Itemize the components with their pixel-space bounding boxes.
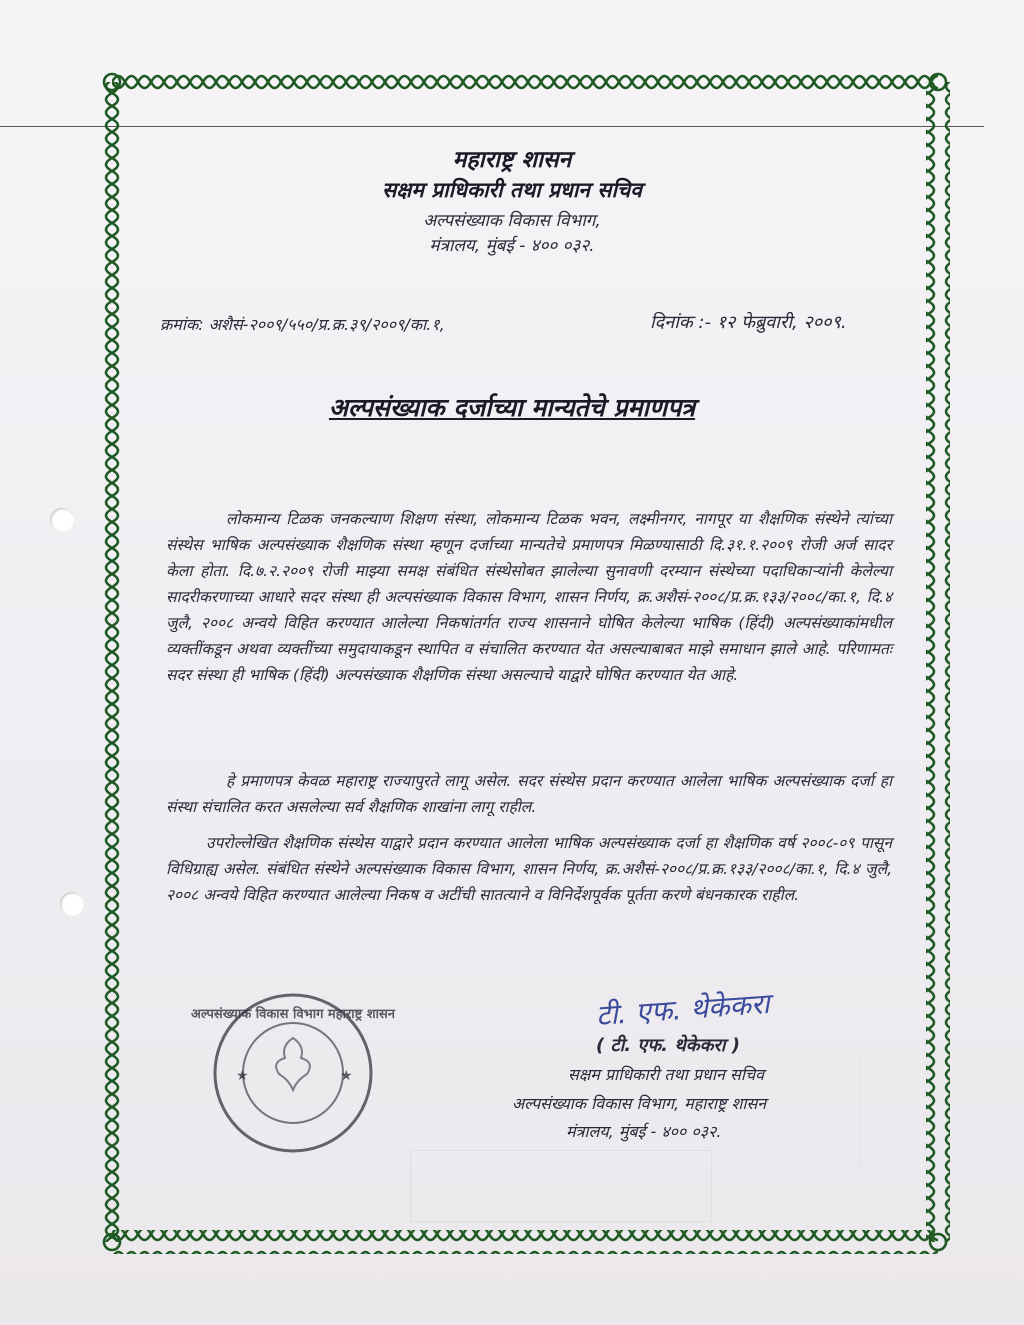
body-paragraph-validity: उपरोल्लेखित शैक्षणिक संस्थेस याद्वारे प्रदान करण्यात आलेला भाषिक अल्पसंख्याक दर्जा हा शैक्षणिक वर्ष २००८-०९ पासून विधिग्राह्य असेल. संबंधित संस्थेने अल्पसंख्याक विकास विभाग, शासन निर्णय, क्र.अशैसं-२००८/प्र.क्र.१३३/२००८/का.१, दि.४ जुलै, २००८ अन्वये विहित करण्यात आलेल्या निकष व अटींची सातत्याने व विनिर्देशपूर्वक पूर्तता करणे बंधनकारक राहील. bbox=[166, 834, 892, 904]
signatory-designation: सक्षम प्राधिकारी तथा प्रधान सचिव bbox=[568, 1065, 765, 1084]
official-seal-stamp bbox=[191, 988, 395, 1158]
svg-text:★: ★ bbox=[236, 1068, 249, 1084]
border-top bbox=[112, 70, 938, 94]
body-paragraph-declaration: लोकमान्य टिळक जनकल्याण शिक्षण संस्था, लोकमान्य टिळक भवन, लक्ष्मीनगर, नागपूर या शैक्षणिक संस्थेने त्यांच्या संस्थेस भाषिक अल्पसंख्याक शैक्षणिक संस्था म्हणून दर्जाच्या मान्यतेचे प्रमाणपत्र मिळण्यासाठी दि.३१.१.२००९ रोजी अर्ज सादर केला होता. दि.७.२.२००९ रोजी माझ्या समक्ष संबंधित संस्थेसोबत झालेल्या सुनावणी दरम्यान संस्थेच्या पदाधिकाऱ्यांनी केलेल्या सादरीकरणाच्या आधारे सदर संस्था ही अल्पसंख्याक विकास विभाग, शासन निर्णय, क्र.अशैसं-२००८/प्र.क्र.१३३/२००८/का.१, दि.४ जुलै, २००८ अन्वये विहित करण्यात आलेल्या निकषांतर्गत राज्य शासनाने घोषित केलेल्या भाषिक (हिंदी) अल्पसंख्याकांमधील व्यक्तींकडून अथवा व्यक्तींच्या समुदायाकडून स्थापित व संचालित करण्यात येत असल्याबाबत माझे समाधान झाले आहे. परिणामतः सदर संस्था ही भाषिक (हिंदी) अल्पसंख्याक शैक्षणिक संस्था असल्याचे याद्वारे घोषित करण्यात येत आहे. bbox=[166, 510, 892, 684]
signatory-department: अल्पसंख्याक विकास विभाग, महाराष्ट्र शासन bbox=[512, 1094, 767, 1113]
authority-title: सक्षम प्राधिकारी तथा प्रधान सचिव bbox=[382, 178, 642, 202]
border-bottom bbox=[112, 1230, 938, 1254]
show-through-mark bbox=[410, 1150, 712, 1222]
signatory-place: मंत्रालय, मुंबई - ४०० ०३२. bbox=[566, 1122, 722, 1141]
handwritten-signature: टी. एफ. थेकेकरा bbox=[595, 986, 771, 1033]
border-left bbox=[100, 82, 124, 1242]
certificate-title: अल्पसंख्याक दर्जाच्या मान्यतेचे प्रमाणपत्र bbox=[328, 393, 696, 422]
emblem-icon bbox=[276, 1038, 310, 1090]
signatory-name: ( टी. एफ. थेकेकरा ) bbox=[596, 1035, 740, 1056]
body-paragraph-applicability: हे प्रमाणपत्र केवळ महाराष्ट्र राज्यापुरते लागू असेल. सदर संस्थेस प्रदान करण्यात आलेला भाषिक अल्पसंख्याक दर्जा हा संस्था संचालित करत असलेल्या सर्व शैक्षणिक शाखांना लागू राहील. bbox=[166, 772, 892, 816]
department-name: अल्पसंख्याक विकास विभाग, bbox=[423, 211, 601, 231]
seal-text: अल्पसंख्याक विकास विभाग महाराष्ट्र शासन bbox=[191, 1007, 395, 1022]
border-right bbox=[926, 82, 950, 1242]
government-name: महाराष्ट्र शासन bbox=[452, 147, 572, 173]
reference-number: क्रमांक: अशैसं-२००९/५५०/प्र.क्र.३९/२००९/का.१, bbox=[160, 315, 445, 334]
issue-date: दिनांक :- १२ फेब्रुवारी, २००९. bbox=[650, 312, 847, 333]
address-line: मंत्रालय, मुंबई - ४०० ०३२. bbox=[429, 236, 595, 256]
show-through-mark bbox=[860, 1060, 921, 1170]
svg-text:★: ★ bbox=[340, 1068, 353, 1084]
